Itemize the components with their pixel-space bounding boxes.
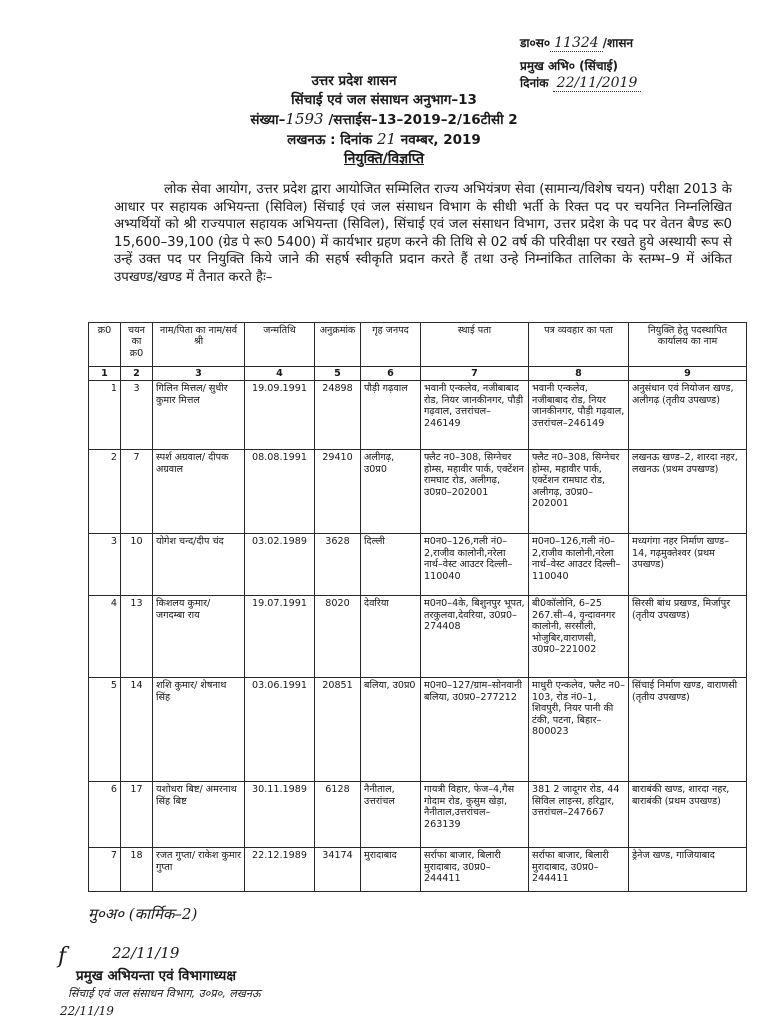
order-number <box>0 110 768 130</box>
header-home-district: गृह जनपद <box>361 323 421 367</box>
cell-sno: 2 <box>89 450 121 534</box>
cell-name: शशि कुमार/ शेषनाथ सिंह <box>153 678 245 782</box>
cell-selection-no: 14 <box>121 678 153 782</box>
cell-dob: 03.02.1989 <box>245 534 315 596</box>
cell-home-district: बलिया, उ0प्र0 <box>361 678 421 782</box>
department-name: सिंचाई एवं जल संसाधन अनुभाग–13 <box>291 92 477 108</box>
handwritten-bottom-date: 22/11/19 <box>60 1004 114 1018</box>
cell-home-district: अलीगढ़, उ0प्र0 <box>361 450 421 534</box>
cell-selection-no: 17 <box>121 782 153 848</box>
dak-label: डा०स० <box>520 36 551 50</box>
table-row <box>89 381 747 450</box>
cell-name: किशलय कुमार/ जगदम्बा राय <box>153 596 245 678</box>
cell-posting-office: अनुसंधान एवं नियोजन खण्ड, अलीगढ़ (तृतीय उपखण्ड) <box>629 381 747 450</box>
cell-roll-no: 6128 <box>315 782 361 848</box>
cell-selection-no: 18 <box>121 848 153 892</box>
signatory-department: सिंचाई एवं जल संसाधन विभाग, उ०प्र०, लखनऊ <box>68 987 261 1000</box>
column-index: 1 <box>89 367 121 381</box>
dak-number-line <box>520 34 641 54</box>
stamp-date: 22/11/2019 <box>553 75 642 92</box>
cell-dob: 19.09.1991 <box>245 381 315 450</box>
column-index: 6 <box>361 367 421 381</box>
column-index-row <box>89 367 747 381</box>
cell-home-district: मुरादाबाद <box>361 848 421 892</box>
column-index: 2 <box>121 367 153 381</box>
table-row <box>89 782 747 848</box>
body-paragraph: लोक सेवा आयोग, उत्तर प्रदेश द्वारा आयोजित सम्मिलित राज्य अभियंत्रण सेवा (सामान्य/विशेष चयन) परीक्षा 2013 के आधार पर सहायक अभियन्ता (सिविल) सिंचाई एवं जल संसाधन विभाग के सीधी भर्ती के रिक्त पद पर चयनित निम्नलिखित अभ्यर्थियों को श्री राज्यपाल सहायक अभियन्ता (सिविल), सिंचाई एवं जल संसाधन विभाग, उत्तर प्रदेश के पद पर वेतन बैण्ड रू0 15,600–39,100 (ग्रेड पे रू0 5400) में कार्यभार ग्रहण करने की तिथि से 02 वर्ष की परिवीक्षा पर रखते हुये अस्थायी रूप से उन्हें उक्त पद पर नियुक्ति किये जाने की सहर्ष स्वीकृति प्रदान करते हैं तथा उन्हे निम्नांकित तालिका के स्तम्भ–9 में अंकित उपखण्ड/खण्ड में तैनात करते हैः– <box>114 182 732 285</box>
order-number-rest: /सत्ताईस–13–2019–2/16टीसी 2 <box>328 112 518 128</box>
cell-name: योगेश चन्द/दीप चंद <box>153 534 245 596</box>
order-number-label: संख्या– <box>250 112 286 128</box>
cell-home-district: नैनीताल, उत्तरांचल <box>361 782 421 848</box>
cell-home-district: देवरिया <box>361 596 421 678</box>
date-rest: नवम्बर, 2019 <box>400 132 481 148</box>
header-name: नाम/पिता का नाम/सर्व श्री <box>153 323 245 367</box>
cell-correspondence-address: म0न0–126,गली नं0–2,राजीव कालोनी,नरेला नार्थ–वेस्ट आउटर दिल्ली–110040 <box>529 534 629 596</box>
cell-dob: 22.12.1989 <box>245 848 315 892</box>
header-posting-office: नियुक्ति हेतु पदस्थापित कार्यालय का नाम <box>629 323 747 367</box>
dak-suffix: /शासन <box>602 36 634 50</box>
cell-posting-office: लखनऊ खण्ड–2, शारदा नहर, लखनऊ (प्रथम उपखण्ड) <box>629 450 747 534</box>
column-index: 4 <box>245 367 315 381</box>
order-number-hand: 1593 <box>285 110 324 128</box>
cell-selection-no: 10 <box>121 534 153 596</box>
column-index: 9 <box>629 367 747 381</box>
table-header-row <box>89 323 747 367</box>
cell-permanent-address: गायत्री विहार, फेज–4,गैस गोदाम रोड, कुसुम खेड़ा, नैनीताल,उत्तरांचल–263139 <box>421 782 529 848</box>
date-hand: 21 <box>376 130 397 148</box>
cell-home-district: पौड़ी गढ़वाल <box>361 381 421 450</box>
cell-correspondence-address: बी0कॉलोनि, 6–25 267.सी–4, वृन्दावनगर कालोनी, सरसौली, भोजुबिर,वाराणसी, उ0प्र0–221002 <box>529 596 629 678</box>
stamp-date-label: दिनांक <box>520 76 549 91</box>
appointment-table <box>88 322 747 892</box>
handwritten-forward-note: मु०अ० (कार्मिक–2) <box>88 905 198 923</box>
cell-correspondence-address: माधुरी एन्कलेव, फ्लैट न0–103, रोड नं0–1, शिवपुरी, नियर पानी की टंकी, पटना, बिहार–800023 <box>529 678 629 782</box>
cell-posting-office: बाराबंकी खण्ड, शारदा नहर, बाराबंकी (प्रथम उपखण्ड) <box>629 782 747 848</box>
cell-selection-no: 7 <box>121 450 153 534</box>
cell-permanent-address: म0न0–127/ग्राम–सोनवानी बलिया, उ0प्र0–277212 <box>421 678 529 782</box>
cell-dob: 03.06.1991 <box>245 678 315 782</box>
cell-roll-no: 34174 <box>315 848 361 892</box>
table-row <box>89 678 747 782</box>
header-selection-no: चयन का क्र0 <box>121 323 153 367</box>
cell-posting-office: मध्यगंगा नहर निर्माण खण्ड–14, गढ़मुक्तेश्वर (प्रथम उपखण्ड) <box>629 534 747 596</box>
cell-roll-no: 20851 <box>315 678 361 782</box>
table-row <box>89 450 747 534</box>
cell-posting-office: ड्रेनेज खण्ड, गाजियाबाद <box>629 848 747 892</box>
cell-roll-no: 24898 <box>315 381 361 450</box>
place-date-label: लखनऊ : दिनांक <box>287 132 373 148</box>
cell-name: गिलिन मित्तल/ सुधीर कुमार मित्तल <box>153 381 245 450</box>
cell-correspondence-address: भवानी एन्कलेव, नजीबाबाद रोड, नियर जानकीनगर, पौड़ी गढ़वाल, उत्तरांचल–246149 <box>529 381 629 450</box>
cell-permanent-address: म0न0–126,गली नं0–2,राजीव कालोनी,नरेला नार्थ–वेस्ट आउटर दिल्ली–110040 <box>421 534 529 596</box>
cell-permanent-address: भवानी एन्कलेव, नजीबाबाद रोड, नियर जानकीनगर, पौड़ी गढ़वाल, उत्तरांचल–246149 <box>421 381 529 450</box>
cell-sno: 3 <box>89 534 121 596</box>
government-name: उत्तर प्रदेश शासन <box>311 73 397 89</box>
cell-sno: 1 <box>89 381 121 450</box>
header-correspondence-address: पत्र व्यवहार का पता <box>529 323 629 367</box>
cell-roll-no: 3628 <box>315 534 361 596</box>
cell-sno: 6 <box>89 782 121 848</box>
table-row <box>89 596 747 678</box>
signatory-title: प्रमुख अभियन्ता एवं विभागाध्यक्ष <box>76 968 237 984</box>
handwritten-initial: f <box>58 944 67 969</box>
cell-name: रजत गुप्ता/ राकेश कुमार गुप्ता <box>153 848 245 892</box>
column-index: 3 <box>153 367 245 381</box>
header-roll-no: अनुक्रमांक <box>315 323 361 367</box>
notice-title: नियुक्ति/विज्ञप्ति <box>343 151 425 167</box>
cell-posting-office: सिरसी बांध प्रखण्ड, मिर्जापुर (तृतीय उपखण्ड) <box>629 596 747 678</box>
cell-name: स्पर्श अग्रवाल/ दीपक अग्रवाल <box>153 450 245 534</box>
dak-number: 11324 <box>550 35 603 52</box>
cell-correspondence-address: फ्लैट न0–308, सिग्नेचर होम्स, महावीर पार्क, एक्टेंशन रामघाट रोड, अलीगढ़, उ0प्र0–202001 <box>529 450 629 534</box>
header-dob: जन्मतिथि <box>245 323 315 367</box>
cell-selection-no: 3 <box>121 381 153 450</box>
letter-header <box>0 72 768 169</box>
cell-correspondence-address: 381 2 जादूगर रोड, 44 सिविल लाइन्स, हरिद्वार, उत्तरांचल–247667 <box>529 782 629 848</box>
cell-sno: 7 <box>89 848 121 892</box>
cell-correspondence-address: सर्राफा बाजार, बिलारी मुरादाबाद, उ0प्र0–244411 <box>529 848 629 892</box>
cell-dob: 08.08.1991 <box>245 450 315 534</box>
stamp-office: प्रमुख अभि० (सिंचाई) <box>520 58 618 73</box>
cell-name: यशोधरा बिष्ट/ अमरनाथ सिंह बिष्ट <box>153 782 245 848</box>
table-row <box>89 534 747 596</box>
cell-dob: 19.07.1991 <box>245 596 315 678</box>
cell-sno: 5 <box>89 678 121 782</box>
cell-permanent-address: फ्लैट न0–308, सिग्नेचर होम्स, महावीर पार्क, एक्टेंशन रामघाट रोड, अलीगढ़, उ0प्र0–202001 <box>421 450 529 534</box>
column-index: 8 <box>529 367 629 381</box>
cell-posting-office: सिंचाई निर्माण खण्ड, वाराणसी (तृतीय उपखण्ड) <box>629 678 747 782</box>
place-date <box>0 130 768 150</box>
cell-permanent-address: म0न0–4के, बिशुनपुर भूपत, तरकुलवा,देवरिया, उ0प्र0–274408 <box>421 596 529 678</box>
cell-roll-no: 29410 <box>315 450 361 534</box>
cell-sno: 4 <box>89 596 121 678</box>
cell-dob: 30.11.1989 <box>245 782 315 848</box>
table-row <box>89 848 747 892</box>
header-permanent-address: स्थाई पता <box>421 323 529 367</box>
cell-home-district: दिल्ली <box>361 534 421 596</box>
cell-permanent-address: सर्राफा बाजार, बिलारी मुरादाबाद, उ0प्र0–244411 <box>421 848 529 892</box>
header-sno: क्र0 <box>89 323 121 367</box>
column-index: 5 <box>315 367 361 381</box>
cell-selection-no: 13 <box>121 596 153 678</box>
cell-roll-no: 8020 <box>315 596 361 678</box>
handwritten-signature-date: 22/11/19 <box>112 944 180 962</box>
column-index: 7 <box>421 367 529 381</box>
